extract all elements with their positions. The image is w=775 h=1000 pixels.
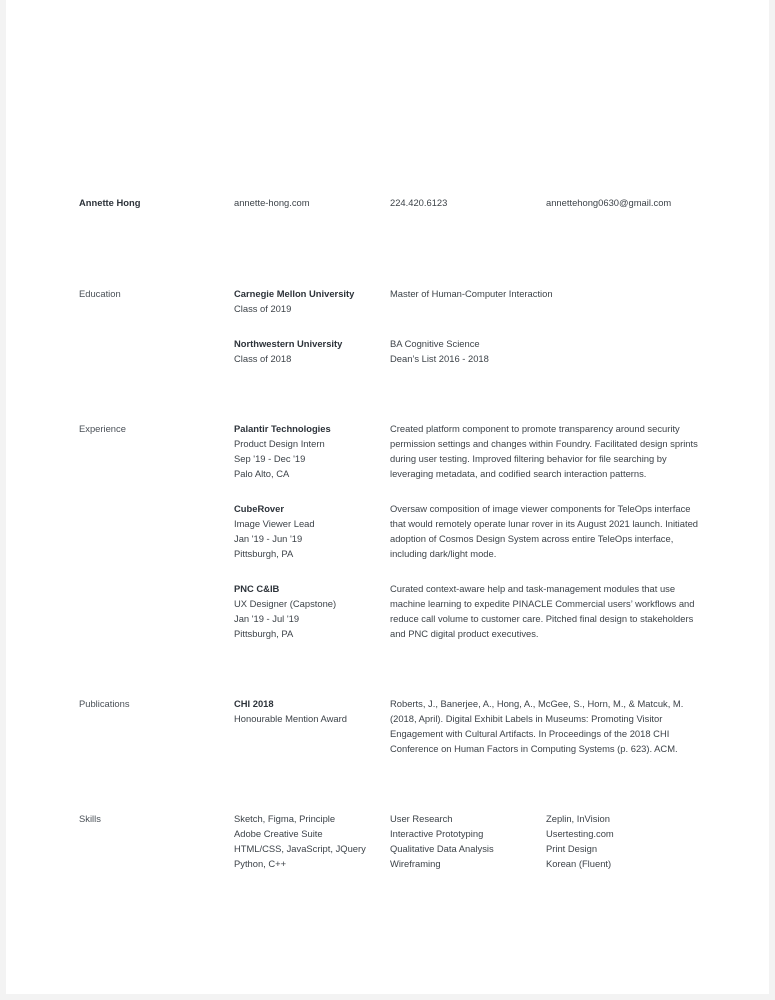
experience-location: Pittsburgh, PA bbox=[234, 628, 294, 639]
experience-description-line: reduce call volume to customer care. Pitched final design to stakeholders bbox=[390, 613, 694, 624]
experience-company: Palantir Technologies bbox=[234, 423, 331, 434]
experience-location: Pittsburgh, PA bbox=[234, 548, 294, 559]
skill-item: Qualitative Data Analysis bbox=[390, 843, 494, 854]
experience-description-line: Curated context-aware help and task-management modules that use bbox=[390, 583, 676, 594]
publication-citation-line: Roberts, J., Banerjee, A., Hong, A., McGee, S., Horn, M., & Matcuk, M. bbox=[390, 698, 684, 709]
skill-item: Interactive Prototyping bbox=[390, 828, 484, 839]
experience-dates: Jan '19 - Jun '19 bbox=[234, 533, 303, 544]
skill-item: HTML/CSS, JavaScript, JQuery bbox=[234, 843, 366, 854]
publications-heading: Publications bbox=[79, 698, 130, 709]
education-class: Class of 2019 bbox=[234, 303, 292, 314]
resume-name: Annette Hong bbox=[79, 197, 141, 208]
skill-item: Korean (Fluent) bbox=[546, 858, 612, 869]
education-degree: Master of Human-Computer Interaction bbox=[390, 288, 553, 299]
experience-dates: Jan '19 - Jul '19 bbox=[234, 613, 300, 624]
experience-dates: Sep '19 - Dec '19 bbox=[234, 453, 306, 464]
skill-item: Python, C++ bbox=[234, 858, 287, 869]
skill-item: Zeplin, InVision bbox=[546, 813, 610, 824]
experience-location: Palo Alto, CA bbox=[234, 468, 290, 479]
publication-citation-line: Conference on Human Factors in Computing Systems (p. 623). ACM. bbox=[390, 743, 678, 754]
skills-heading: Skills bbox=[79, 813, 101, 824]
experience-description-line: adoption of Cosmos Design System across entire TeleOps interface, bbox=[390, 533, 674, 544]
publication-citation-line: (2018, April). Digital Exhibit Labels in Museums: Promoting Visitor bbox=[390, 713, 663, 724]
skill-item: Sketch, Figma, Principle bbox=[234, 813, 336, 824]
experience-description-line: permission settings and changes within Foundry. Facilitated design sprints bbox=[390, 438, 698, 449]
website-link[interactable]: annette-hong.com bbox=[234, 197, 310, 208]
education-class: Class of 2018 bbox=[234, 353, 292, 364]
experience-description-line: including dark/light mode. bbox=[390, 548, 497, 559]
experience-company: CubeRover bbox=[234, 503, 285, 514]
education-school: Northwestern University bbox=[234, 338, 343, 349]
publication-award: Honourable Mention Award bbox=[234, 713, 347, 724]
experience-description-line: and PNC digital product executives. bbox=[390, 628, 539, 639]
experience-role: Image Viewer Lead bbox=[234, 518, 315, 529]
education-school: Carnegie Mellon University bbox=[234, 288, 355, 299]
experience-description-line: Created platform component to promote transparency around security bbox=[390, 423, 680, 434]
experience-description-line: leveraging metadata, and codified search interaction patterns. bbox=[390, 468, 647, 479]
experience-description-line: during user testing. Improved filtering behavior for file searching by bbox=[390, 453, 667, 464]
publication-citation-line: Engagement with Cultural Artifacts. In Proceedings of the 2018 CHI bbox=[390, 728, 670, 739]
experience-description-line: that would remotely operate lunar rover in its August 2021 launch. Initiated bbox=[390, 518, 698, 529]
publication-title: CHI 2018 bbox=[234, 698, 274, 709]
experience-heading: Experience bbox=[79, 423, 126, 434]
skill-item: Wireframing bbox=[390, 858, 441, 869]
education-degree: BA Cognitive Science bbox=[390, 338, 480, 349]
skill-item: User Research bbox=[390, 813, 453, 824]
skill-item: Print Design bbox=[546, 843, 598, 854]
phone-number: 224.420.6123 bbox=[390, 197, 448, 208]
experience-role: UX Designer (Capstone) bbox=[234, 598, 337, 609]
experience-role: Product Design Intern bbox=[234, 438, 325, 449]
education-note: Dean’s List 2016 - 2018 bbox=[390, 353, 489, 364]
education-heading: Education bbox=[79, 288, 121, 299]
experience-description-line: Oversaw composition of image viewer components for TeleOps interface bbox=[390, 503, 691, 514]
email-link[interactable]: annettehong0630@gmail.com bbox=[546, 197, 672, 208]
skill-item: Usertesting.com bbox=[546, 828, 614, 839]
experience-company: PNC C&IB bbox=[234, 583, 280, 594]
experience-description-line: machine learning to expedite PINACLE Commercial users’ workflows and bbox=[390, 598, 695, 609]
resume-page bbox=[6, 0, 769, 994]
skill-item: Adobe Creative Suite bbox=[234, 828, 323, 839]
